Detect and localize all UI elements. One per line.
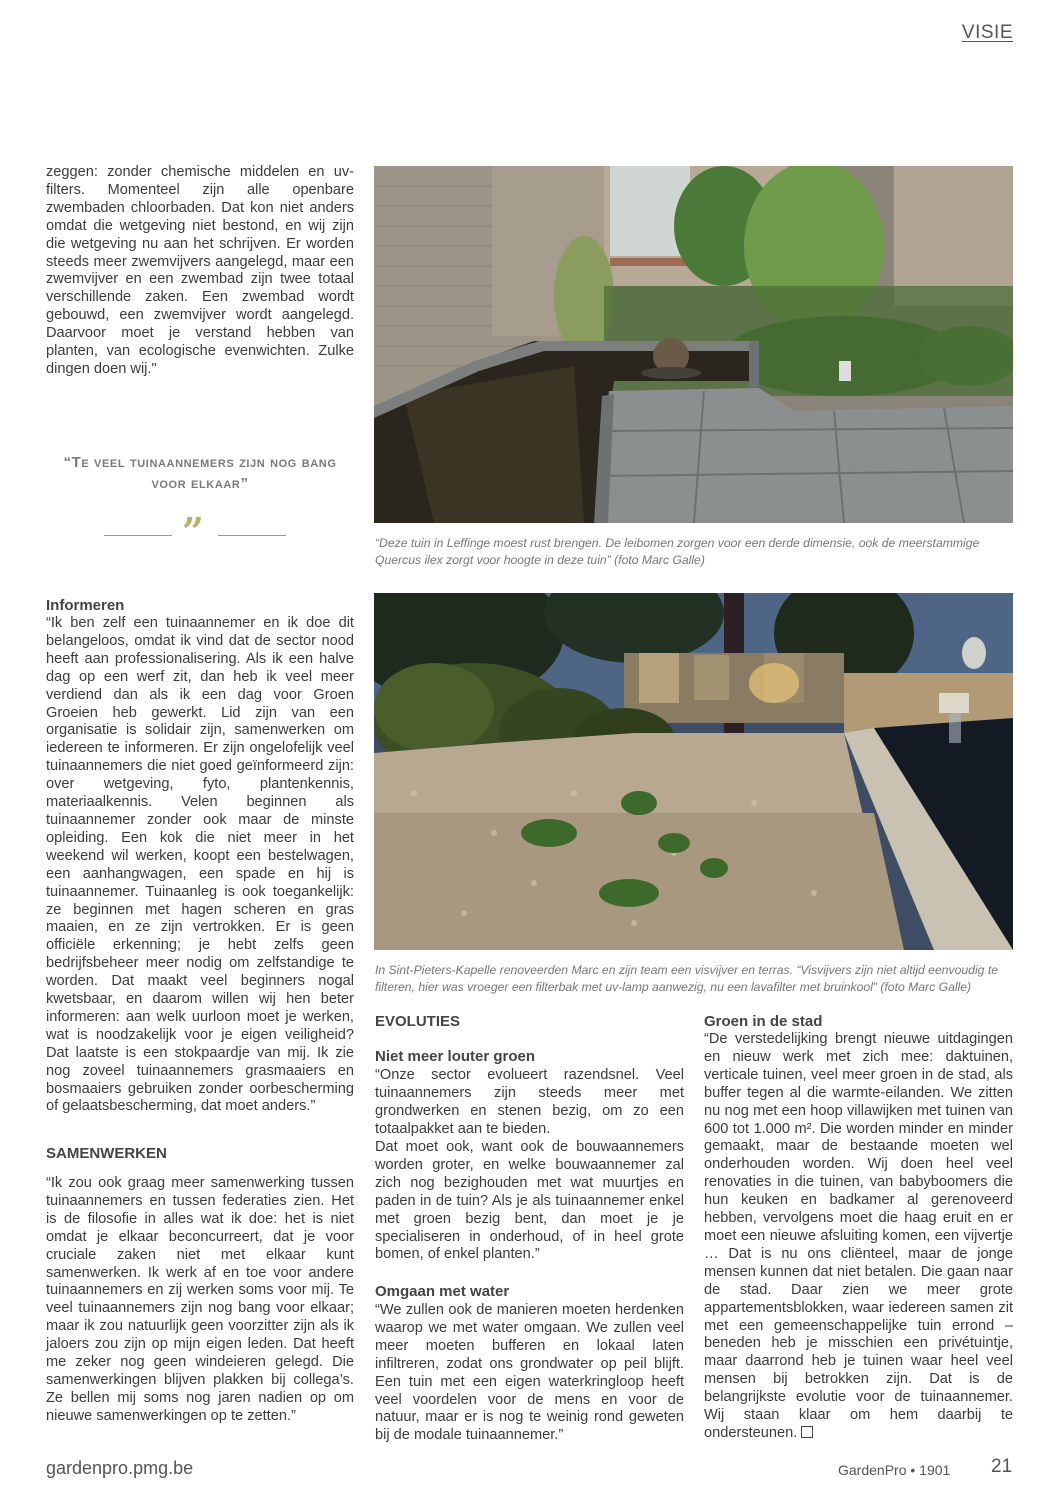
heading-samenwerken: SAMENWERKEN [46, 1145, 167, 1162]
divider-line-right [218, 535, 286, 536]
quote-divider [104, 509, 286, 554]
informeren-paragraph: “Ik ben zelf een tuinaannemer en ik doe dit belangeloos, omdat ik vind dat de sector nood heeft aan professionalisering. Als ik een halve dag op een werf zit, dan heb ik veel meer verdiend dan als ik een dag voor Groen Groeien heb gewerkt. Lid zijn van een organisatie is solidair zijn, samenwerken om iedereen te informeren. Er zijn ongelofelijk veel tuinaannemers die niet goed geïnformeerd zijn: over wetgeving, fyto, plantenkennis, materiaalkennis. Velen beginnen als tuinaannemer zonder ook maar de minste opleiding. Een kok die niet meer in het weekend wil werken, koopt een bestelwagen, een aanhangwagen, een spade en hij is tuinaannemer. Tuinaanleg is ook toegankelijk: ze beginnen met hagen scheren en gras maaien, en ze zijn vertrokken. Er is geen officiële erkenning; je hebt zelfs geen bedrijfsbeheer meer nodig om zelfstandige te worden. Dat maakt veel beginners nogal kwetsbaar, en daarom willen wij hen beter informeren: aan welk uurloon moet je werken, wat is noodzakelijk voor je eigen veiligheid? Dat laatste is een stokpaardje van mij. Ik zie nog zoveel tuinaannemers grasmaaiers en bosmaaiers gebruiken zonder oorbescherming of gelaatsbescherming, dat moet anders.” [46, 615, 354, 1115]
section-tag: VISIE [961, 22, 1013, 43]
groen-paragraph-2: Dat moet ook, want ook de bouwaannemers worden groter, en welke bouwaannemer zal zich nog bezighouden met wat muurtjes en paden in de tuin? Als je als tuinaannemer enkel met groen bezig bent, dan moet je je specialiseren in onderhoud, of in heel grote bomen, of enkel planten.” [375, 1139, 684, 1263]
intro-paragraph: zeggen: zonder chemische middelen en uv-filters. Momenteel zijn alle openbare zwembaden chloorbaden. Dat kon niet anders omdat die wetgeving niet bestond, en wij zijn die wetgeving nu aan het schrijven. Er worden steeds meer zwemvijvers aangelegd, maar een zwemvijver en een zwembad zijn twee totaal verschillende zaken. Een zwembad wordt gebouwd, een zwemvijver wordt aangelegd. Daarvoor moet je verstand hebben van planten, van ecologische evenwichten. Zulke dingen doen wij." [46, 164, 354, 377]
pull-quote: “Te veel tuinaannemers zijn nog bang voor elkaar” [63, 454, 337, 492]
heading-groen-in-de-stad: Groen in de stad [704, 1013, 823, 1030]
footer-magazine-issue: GardenPro • 1901 [838, 1462, 951, 1478]
photo-leffinge-garden [374, 166, 1013, 523]
footer-website-link[interactable]: gardenpro.pmg.be [46, 1458, 194, 1478]
heading-informeren: Informeren [46, 597, 125, 614]
heading-niet-meer-louter-groen: Niet meer louter groen [375, 1048, 536, 1065]
page-number: 21 [991, 1456, 1013, 1477]
stad-text: “De verstedelijking brengt nieuwe uitdagingen en nieuw werk met zich mee: daktuinen, verticale tuinen, veel meer groen in de stad, als buffer tegen al die warmte-eilanden. We zitten nu nog met een hoop villawijken met tuinen van 600 tot 1.000 m². Die worden minder en minder gemaakt, maar de bestaande moeten wel onderhouden worden. Wij doen heel veel renovaties in die tuinen, van babyboomers die hun keuken en badkamer al gerenoveerd hebben, vervolgens moet die haag eruit en er moet een nieuwe afsluiting komen, een vijvertje … Dat is nu ons cliënteel, maar de jonge mensen kunnen dat niet betalen. Die gaan naar de stad. Daar zien we meer grote appartementsblokken, waar iedereen samen zit met een gemeenschappelijke tuin errond – beneden heb je misschien een privétuintje, maar daarrond heb je tuinen waar heel veel mensen bij betrokken zijn. Dat is de belangrijkste evolutie voor de tuinaannemer. Wij staan klaar om hem daarbij te ondersteunen. [704, 1031, 1013, 1441]
photo-sint-pieters-kapelle [374, 593, 1013, 950]
stad-paragraph [704, 1031, 1013, 1443]
caption-top-photo: “Deze tuin in Leffinge moest rust brengen. De leibomen zorgen voor een derde dimensie, ook de meerstammige Quercus ilex zorgt voor hoogte in deze tuin” (foto Marc Galle) [375, 536, 980, 567]
quote-mark-icon: ” [182, 509, 204, 554]
end-of-article-icon [801, 1426, 813, 1438]
heading-omgaan-met-water: Omgaan met water [375, 1283, 510, 1300]
samenwerken-paragraph: “Ik zou ook graag meer samenwerking tussen tuinaannemers en tussen federaties zien. Het is de filosofie in alles wat ik doe: het is niet omdat je elkaar beconcurreert, dat je voor cruciale zaken niet met elkaar kunt samenwerken. Ik werk af en toe voor andere tuinaannemers en zij werken soms voor mij. Te veel tuinaannemers zijn nog bang voor elkaar; maar ik zou natuurlijk geen voorzitter zijn als ik jaloers zou zijn op mijn eigen leden. Dat heeft me zeker nog geen windeieren gelegd. Die samenwerkingen blijven plakken bij collega’s. Ze bellen mij soms nog jaren nadien op om nieuwe samenwerkingen op te zetten.” [46, 1175, 354, 1424]
water-paragraph: “We zullen ook de manieren moeten herdenken waarop we met water omgaan. We zullen veel meer moeten bufferen en lokaal laten infiltreren, zodat ons grondwater op peil blijft. Een tuin met een eigen waterkringloop heeft veel voordelen voor de mens en voor de natuur, maar er is nog te weinig rond geweten bij de modale tuinaannemer.” [375, 1302, 684, 1444]
groen-paragraph: “Onze sector evolueert razendsnel. Veel tuinaannemers zijn steeds meer met grondwerken en stenen bezig, om zo een totaalpakket aan te bieden. [375, 1067, 684, 1137]
garden-pond-image [374, 166, 1013, 523]
caption-bottom-photo: In Sint-Pieters-Kapelle renoveerden Marc en zijn team een visvijver en terras. “Visvijvers zijn niet altijd eenvoudig te filteren, hier was vroeger een filterbak met uv-lamp aanwezig, nu een lavafilter met bruinkool” (foto Marc Galle) [375, 963, 998, 994]
heading-evoluties: EVOLUTIES [375, 1013, 461, 1030]
gravel-garden-image [374, 593, 1013, 950]
divider-line-left [104, 535, 172, 536]
